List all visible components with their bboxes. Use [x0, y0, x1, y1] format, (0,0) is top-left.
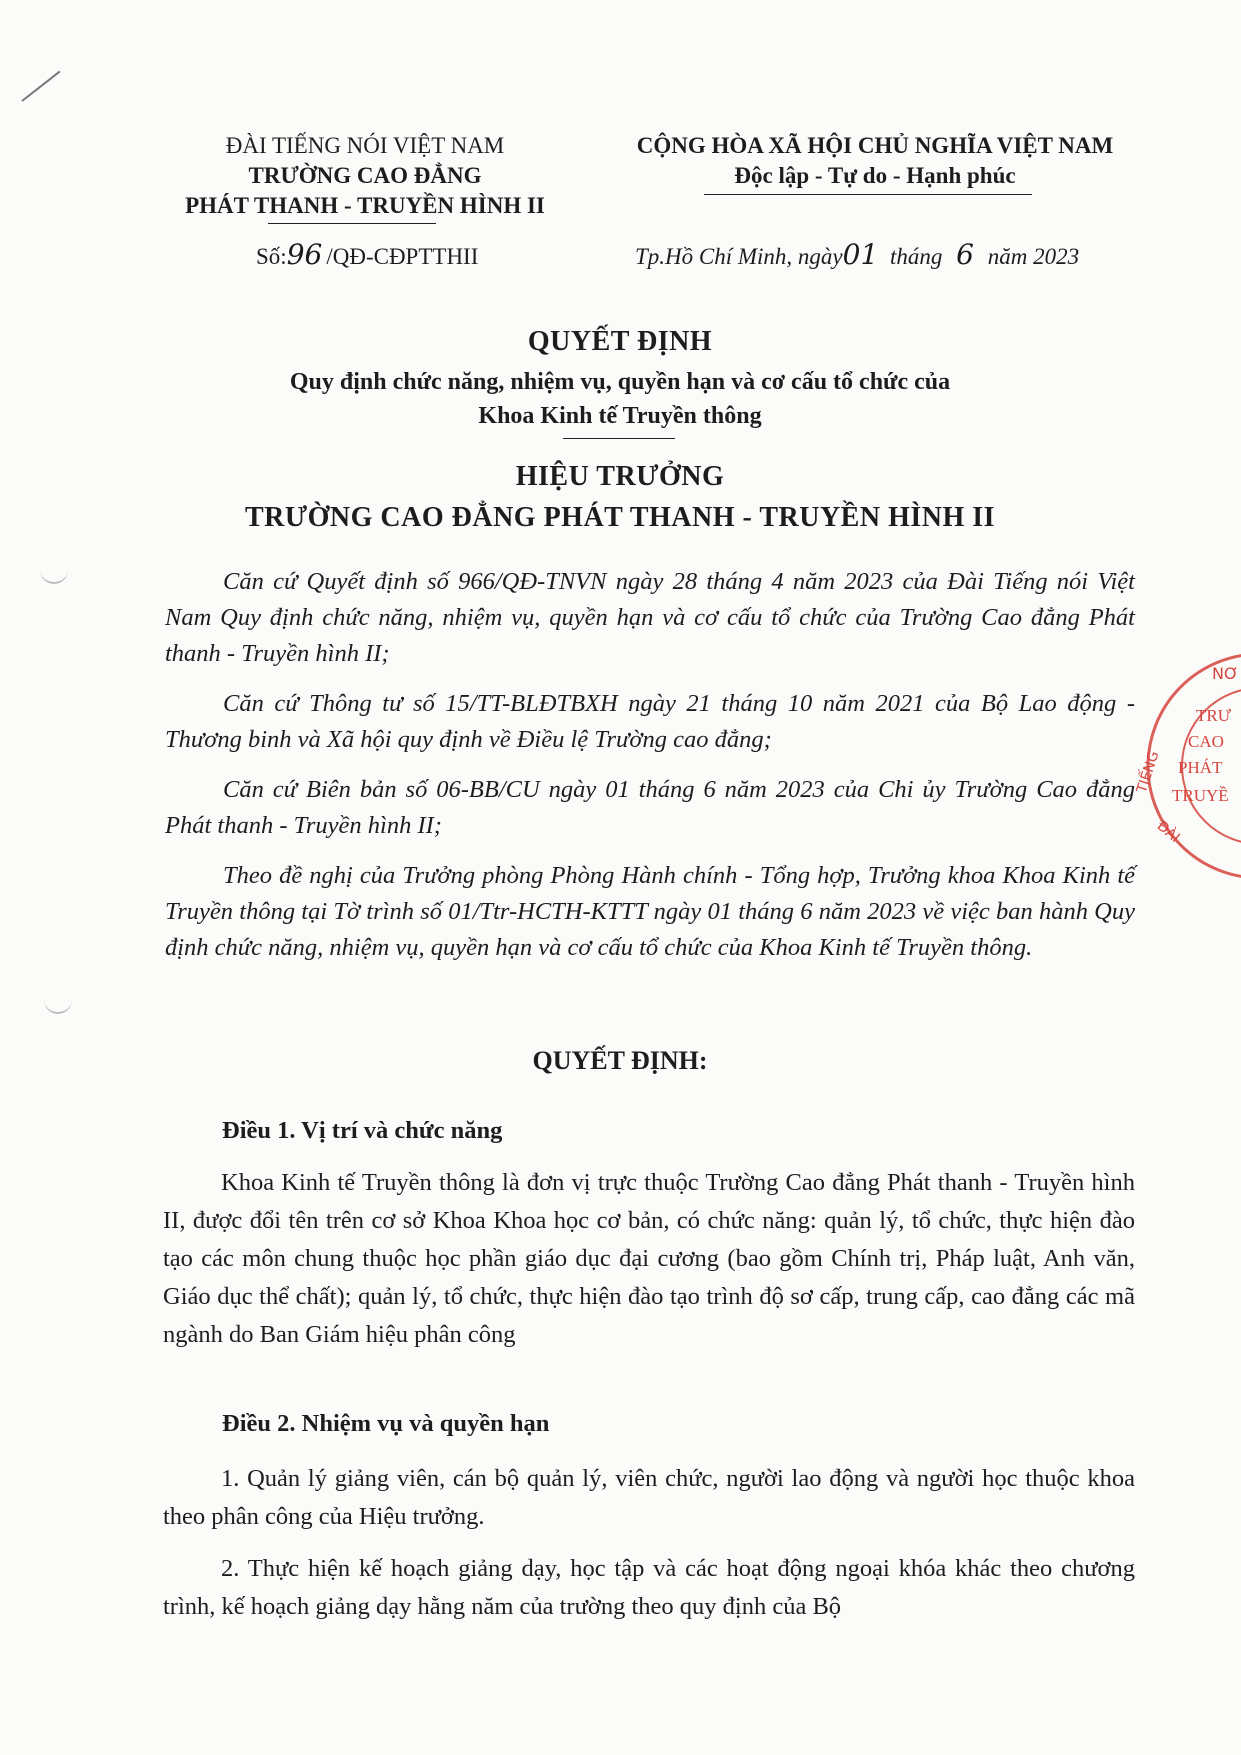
- document-subject-line1: Quy định chức năng, nhiệm vụ, quyền hạn và cơ cấu tổ chức của: [289, 369, 951, 395]
- number-suffix: /QĐ-CĐPTTHII: [326, 244, 479, 269]
- seal-text-line3: PHÁT: [1178, 758, 1223, 777]
- article-2-heading: Điều 2. Nhiệm vụ và quyền hạn: [222, 1410, 550, 1437]
- agency-name: ĐÀI TIẾNG NÓI VIỆT NAM: [225, 133, 505, 158]
- date-year: năm 2023: [987, 244, 1080, 269]
- header-left-underline: [268, 223, 436, 224]
- article-2-item-2: 2. Thực hiện kế hoạch giảng dạy, học tập và các hoạt động ngoại khóa khác theo chương trình, kế hoạch giảng dạy hằng năm của trường theo quy định của Bộ: [163, 1555, 1135, 1620]
- issue-date: [635, 238, 1079, 271]
- seal-text-line4: TRUYỀ: [1172, 786, 1229, 805]
- authority-title: HIỆU TRƯỞNG: [515, 461, 725, 492]
- seal-text-line1: TRƯ: [1196, 706, 1231, 725]
- number-prefix: Số:: [256, 244, 287, 269]
- school-name-line2: PHÁT THANH - TRUYỀN HÌNH II: [185, 193, 545, 218]
- scan-mark: [21, 71, 60, 102]
- basis-paragraph-1: Căn cứ Quyết định số 966/QĐ-TNVN ngày 28 tháng 4 năm 2023 của Đài Tiếng nói Việt Nam Quy định chức năng, nhiệm vụ, quyền hạn và cơ cấu tổ chức của Trường Cao đẳng Phát thanh - Truyền hình II;: [165, 568, 1135, 667]
- basis-paragraph-4: Theo đề nghị của Trưởng phòng Phòng Hành chính - Tổng hợp, Trưởng khoa Khoa Kinh tế Truyền thông tại Tờ trình số 01/Ttr-HCTH-KTTT ngày 01 tháng 6 năm 2023 về việc ban hành Quy định chức năng, nhiệm vụ, quyền hạn và cơ cấu tổ chức của Khoa Kinh tế Truyền thông.: [165, 862, 1135, 961]
- seal-text-left: TIẾNG: [1134, 749, 1163, 795]
- document-subject-line2: Khoa Kinh tế Truyền thông: [478, 403, 762, 429]
- article-1-body: Khoa Kinh tế Truyền thông là đơn vị trực thuộc Trường Cao đẳng Phát thanh - Truyền hình II, được đổi tên trên cơ sở Khoa Khoa học cơ bản, có chức năng: quản lý, tổ chức, thực hiện đào tạo các môn chung thuộc học phần giáo dục đại cương (bao gồm Chính trị, Pháp luật, Anh văn, Giáo dục thể chất); quản lý, tổ chức, thực hiện đào tạo trình độ sơ cấp, trung cấp, cao đẳng các mã ngành do Ban Giám hiệu phân công: [163, 1169, 1135, 1348]
- nation-name: CỘNG HÒA XÃ HỘI CHỦ NGHĨA VIỆT NAM: [636, 133, 1114, 158]
- document-number: [256, 238, 478, 271]
- punch-hole-mark: [44, 990, 72, 1014]
- basis-paragraph-2: Căn cứ Thông tư số 15/TT-BLĐTBXH ngày 21 tháng 10 năm 2021 của Bộ Lao động - Thương binh và Xã hội quy định về Điều lệ Trường cao đẳng;: [165, 690, 1135, 753]
- number-handwritten: 96: [286, 238, 323, 271]
- article-1-heading: Điều 1. Vị trí và chức năng: [222, 1117, 503, 1144]
- national-motto: Độc lập - Tự do - Hạnh phúc: [734, 163, 1016, 188]
- date-day: 01: [842, 238, 879, 271]
- authority-school: TRƯỜNG CAO ĐẲNG PHÁT THANH - TRUYỀN HÌNH II: [244, 502, 996, 533]
- basis-paragraph-3: Căn cứ Biên bản số 06-BB/CU ngày 01 tháng 6 năm 2023 của Chi ủy Trường Cao đẳng Phát thanh - Truyền hình II;: [165, 776, 1135, 839]
- date-month-label: tháng: [890, 244, 943, 269]
- article-2-item-1: 1. Quản lý giảng viên, cán bộ quản lý, viên chức, người lao động và người học thuộc khoa theo phân công của Hiệu trưởng.: [163, 1465, 1135, 1530]
- seal-text-bottom: ĐÀI: [1153, 818, 1183, 846]
- seal-text-line2: CAO: [1188, 732, 1224, 751]
- punch-hole-mark: [40, 560, 68, 584]
- motto-underline: [704, 194, 1032, 195]
- document-type-title: QUYẾT ĐỊNH: [527, 326, 713, 357]
- date-prefix: Tp.Hồ Chí Minh, ngày: [635, 244, 843, 269]
- seal-text-top: NƠ: [1212, 664, 1239, 683]
- date-month: 6: [956, 238, 974, 271]
- decision-heading: QUYẾT ĐỊNH:: [532, 1046, 708, 1075]
- subject-underline: [563, 438, 675, 439]
- school-name-line1: TRƯỜNG CAO ĐẲNG: [248, 163, 482, 188]
